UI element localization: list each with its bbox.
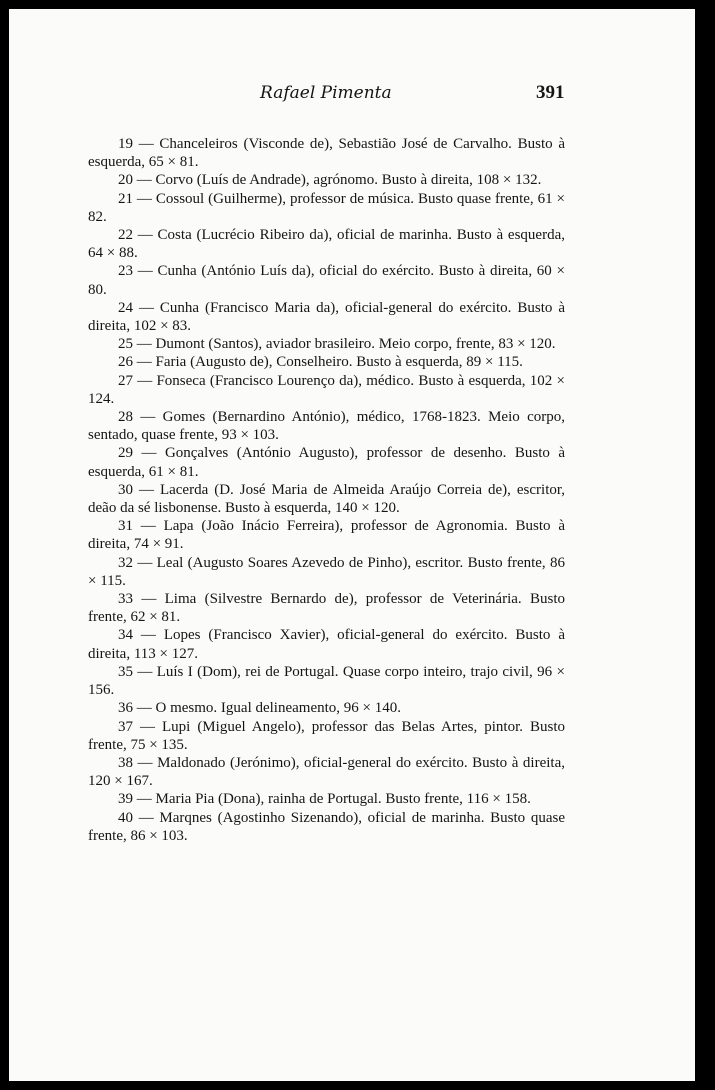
catalog-entry: 29 — Gonçalves (António Augusto), professor de desenho. Busto à esquerda, 61 × 81. xyxy=(88,445,565,480)
catalog-entry: 28 — Gomes (Bernardino António), médico, 1768-1823. Meio corpo, sentado, quase frente, 93 × 103. xyxy=(88,409,565,444)
book-page xyxy=(9,9,695,1081)
catalog-entry: 23 — Cunha (António Luís da), oficial do exército. Busto à direita, 60 × 80. xyxy=(88,263,565,298)
page-number: 391 xyxy=(536,82,565,103)
catalog-entry: 22 — Costa (Lucrécio Ribeiro da), oficial de marinha. Busto à esquerda, 64 × 88. xyxy=(88,227,565,262)
catalog-entry: 25 — Dumont (Santos), aviador brasileiro. Meio corpo, frente, 83 × 120. xyxy=(118,336,556,353)
catalog-entry: 33 — Lima (Silvestre Bernardo de), professor de Veterinária. Busto frente, 62 × 81. xyxy=(88,591,565,626)
catalog-entry: 21 — Cossoul (Guilherme), professor de música. Busto quase frente, 61 × 82. xyxy=(88,190,565,225)
running-header-title: Rafael Pimenta xyxy=(260,83,392,103)
catalog-entry: 30 — Lacerda (D. José Maria de Almeida Araújo Correia de), escritor, deão da sé lisbonense. Busto à esquerda, 140 × 120. xyxy=(88,481,565,517)
catalog-entry: 40 — Marqnes (Agostinho Sizenando), oficial de marinha. Busto quase frente, 86 × 103. xyxy=(88,809,565,844)
catalog-entry: 27 — Fonseca (Francisco Lourenço da), médico. Busto à esquerda, 102 × 124. xyxy=(88,372,565,407)
catalog-entry: 36 — O mesmo. Igual delineamento, 96 × 140. xyxy=(118,700,401,717)
catalog-entry: 39 — Maria Pia (Dona), rainha de Portugal. Busto frente, 116 × 158. xyxy=(118,791,531,808)
catalog-entry: 38 — Maldonado (Jerónimo), oficial-general do exército. Busto à direita, 120 × 167. xyxy=(88,754,565,790)
catalog-entries xyxy=(88,135,565,845)
catalog-entry: 24 — Cunha (Francisco Maria da), oficial-general do exército. Busto à direita, 102 × 83. xyxy=(88,299,565,335)
catalog-entry: 32 — Leal (Augusto Soares Azevedo de Pinho), escritor. Busto frente, 86 × 115. xyxy=(88,554,565,589)
catalog-entry: 37 — Lupi (Miguel Angelo), professor das Belas Artes, pintor. Busto frente, 75 × 135. xyxy=(88,718,565,753)
catalog-entry: 20 — Corvo (Luís de Andrade), agrónomo. Busto à direita, 108 × 132. xyxy=(118,172,542,189)
catalog-entry: 31 — Lapa (João Inácio Ferreira), professor de Agronomia. Busto à direita, 74 × 91. xyxy=(88,518,565,553)
catalog-entry: 35 — Luís I (Dom), rei de Portugal. Quase corpo inteiro, trajo civil, 96 × 156. xyxy=(88,663,565,699)
catalog-entry: 26 — Faria (Augusto de), Conselheiro. Busto à esquerda, 89 × 115. xyxy=(118,354,523,371)
catalog-entry: 34 — Lopes (Francisco Xavier), oficial-general do exército. Busto à direita, 113 × 127. xyxy=(88,627,565,662)
catalog-entry: 19 — Chanceleiros (Visconde de), Sebastião José de Carvalho. Busto à esquerda, 65 × 81. xyxy=(88,136,565,171)
